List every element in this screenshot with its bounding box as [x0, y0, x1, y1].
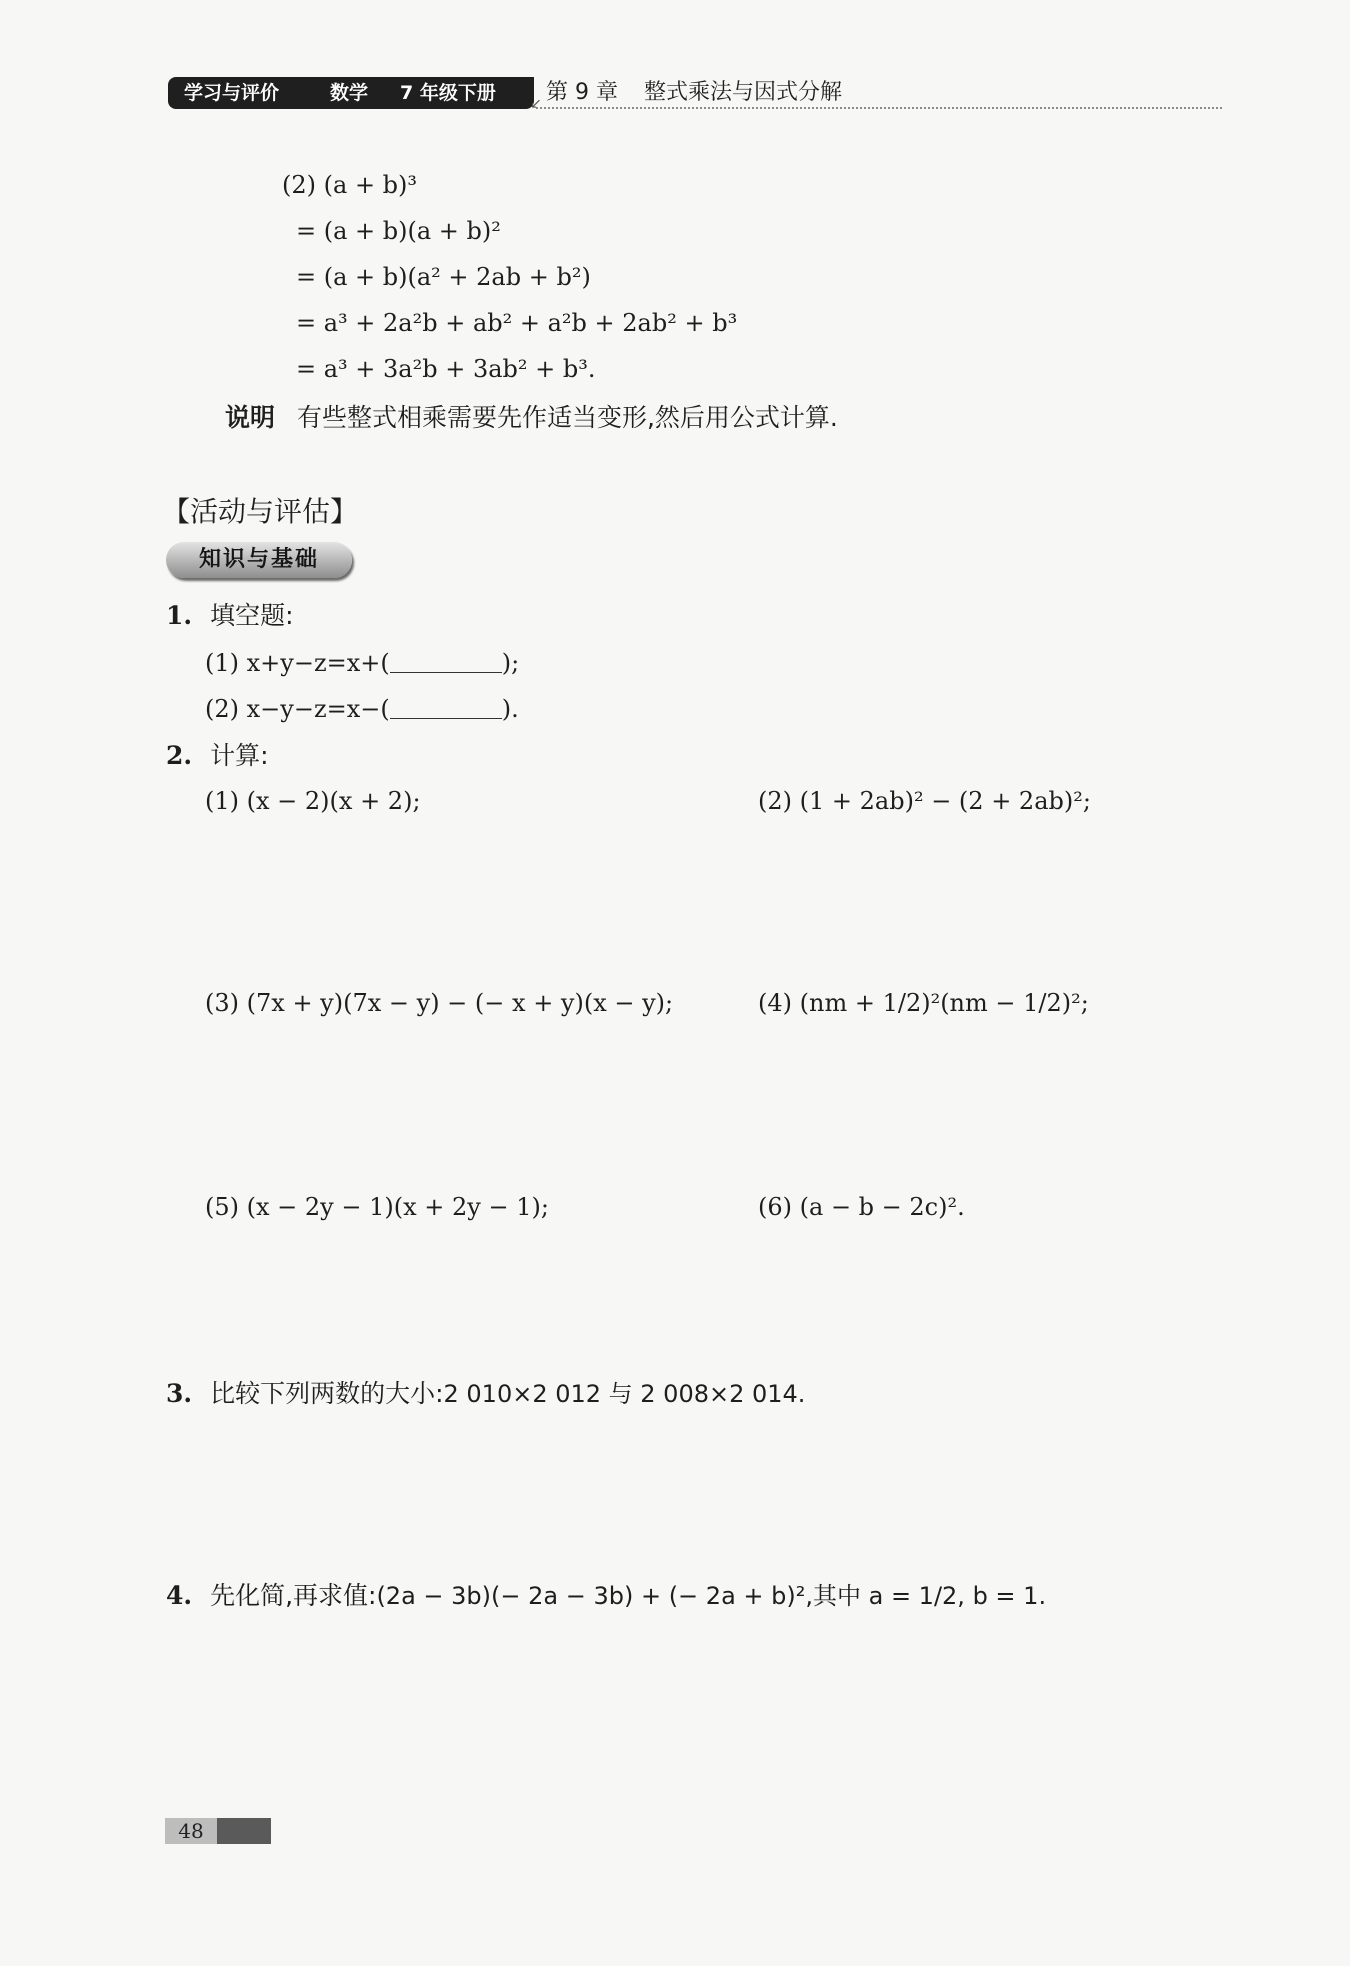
item-label: (2)	[758, 787, 792, 815]
book-series: 学习与评价	[184, 82, 280, 104]
question-text: 填空题:	[210, 601, 294, 630]
question-expr: (2a − 3b)(− 2a − 3b) + (− 2a + b)²,其中 a = 1/2, b = 1.	[376, 1582, 1047, 1610]
note-text: 有些整式相乘需要先作适当变形,然后用公式计算.	[296, 403, 838, 432]
header-arrow-icon: ↙	[530, 96, 542, 112]
item-label: (4)	[758, 989, 792, 1017]
example-line-3: = (a + b)(a² + 2ab + b²)	[296, 263, 591, 291]
item-label: (1)	[205, 649, 239, 677]
item-label: (1)	[205, 787, 239, 815]
chapter-title: 整式乘法与因式分解	[644, 80, 843, 105]
item-label: (2)	[205, 695, 239, 723]
question-1-title	[166, 598, 294, 634]
question-4	[166, 1578, 1046, 1614]
q2-item-4	[758, 986, 1089, 1020]
question-number: 3.	[166, 1379, 193, 1408]
example-line-4: = a³ + 2a²b + ab² + a²b + 2ab² + b³	[296, 309, 738, 337]
chapter-number: 第 9 章	[546, 80, 618, 105]
item-expr: x+y−z=x+(	[246, 649, 390, 677]
item-expr: x−y−z=x−(	[246, 695, 390, 723]
item-label: (3)	[205, 989, 239, 1017]
item-label: (6)	[758, 1193, 792, 1221]
note	[225, 400, 838, 436]
subject: 数学	[330, 82, 369, 104]
item-end: ).	[501, 695, 519, 723]
q1-item-2	[205, 692, 519, 726]
answer-blank[interactable]	[390, 694, 502, 719]
question-text: 计算:	[210, 741, 269, 770]
q2-item-3	[205, 986, 673, 1020]
question-number: 4.	[166, 1581, 193, 1610]
example-label: (2)	[282, 171, 316, 199]
example-line-5: = a³ + 3a²b + 3ab² + b³.	[296, 355, 596, 383]
example-expr-1: (a + b)³	[323, 171, 418, 199]
section-heading: 【活动与评估】	[162, 495, 359, 528]
question-text: 比较下列两数的大小:	[210, 1379, 444, 1408]
q2-item-1	[205, 784, 421, 818]
item-expr: (nm + 1/2)²(nm − 1/2)²;	[799, 989, 1089, 1017]
header-rule	[536, 107, 1222, 109]
grade: 7 年级下册	[400, 82, 496, 104]
item-expr: (1 + 2ab)² − (2 + 2ab)²;	[799, 787, 1091, 815]
answer-blank[interactable]	[390, 648, 502, 673]
question-expr: 2 010×2 012 与 2 008×2 014.	[443, 1380, 806, 1408]
question-3	[166, 1376, 805, 1412]
question-number: 1.	[166, 601, 193, 630]
item-expr: (x − 2)(x + 2);	[246, 787, 421, 815]
item-end: );	[501, 649, 520, 677]
note-label: 说明	[225, 403, 276, 432]
q2-item-6	[758, 1190, 965, 1224]
question-text: 先化简,再求值:	[210, 1581, 377, 1610]
q2-item-5	[205, 1190, 549, 1224]
question-number: 2.	[166, 741, 193, 770]
example-line-1	[282, 168, 417, 202]
item-expr: (a − b − 2c)².	[799, 1193, 965, 1221]
section-badge: 知识与基础	[166, 542, 352, 578]
page-number: 48	[165, 1818, 217, 1844]
item-label: (5)	[205, 1193, 239, 1221]
book-header-badge	[168, 77, 534, 109]
item-expr: (x − 2y − 1)(x + 2y − 1);	[246, 1193, 549, 1221]
item-expr: (7x + y)(7x − y) − (− x + y)(x − y);	[246, 989, 674, 1017]
q1-item-1	[205, 646, 519, 680]
example-line-2: = (a + b)(a + b)²	[296, 217, 501, 245]
q2-item-2	[758, 784, 1091, 818]
question-2-title	[166, 738, 269, 774]
